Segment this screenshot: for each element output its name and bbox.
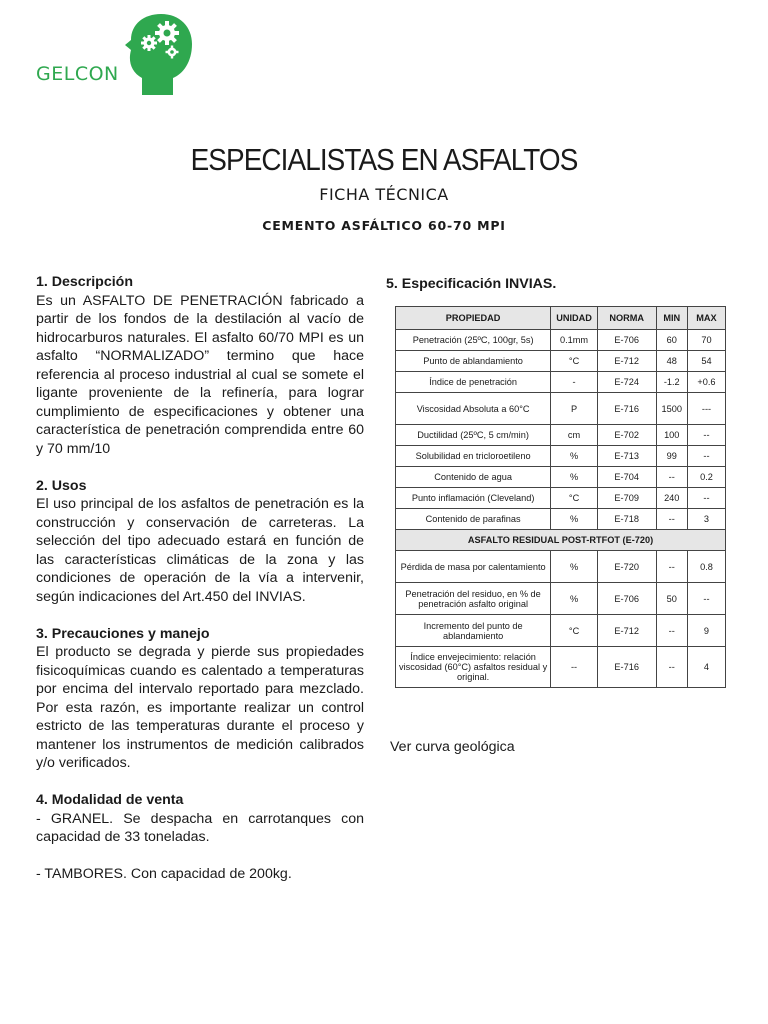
cell-prop: Punto inflamación (Cleveland) (396, 488, 551, 509)
cell-max: -- (687, 425, 725, 446)
table-row (396, 647, 726, 688)
cell-prop: Contenido de parafinas (396, 509, 551, 530)
spec-title: 5. Especificación INVIAS. (386, 276, 557, 292)
section-title-usos: 2. Usos (36, 477, 87, 494)
section-body-tambores: - TAMBORES. Con capacidad de 200kg. (36, 866, 292, 882)
table-row (396, 372, 726, 393)
cell-prop: Pérdida de masa por calentamiento (396, 551, 551, 583)
header-min: MIN (656, 307, 687, 330)
table-row (396, 330, 726, 351)
cell-norma: E-713 (597, 446, 656, 467)
table-row (396, 488, 726, 509)
cell-prop: Índice envejecimiento: relación viscosidad (60°C) asfaltos residual y original. (396, 647, 551, 688)
cell-norma: E-709 (597, 488, 656, 509)
cell-prop: Solubilidad en tricloroetileno (396, 446, 551, 467)
cell-max: 0.2 (687, 467, 725, 488)
cell-unit: °C (551, 488, 598, 509)
section-body-descripcion: Es un ASFALTO DE PENETRACIÓN fabricado a partir de los fondos de la destilación al vacío de hidrocarburos naturales. El asfalto 60/70 MPI es un asfalto “NORMALIZADO” termino que hace referencia al proceso industrial al cual se somete el ligante proveniente de la refinería, para lograr cumplimiento de especificaciones y obtener una característica de penetración comprendida entre 60 y 70 mm/10 (36, 292, 364, 457)
table-row (396, 467, 726, 488)
header-unidad: UNIDAD (551, 307, 598, 330)
cell-min: 60 (656, 330, 687, 351)
cell-unit: °C (551, 351, 598, 372)
cell-prop: Penetración del residuo, en % de penetración asfalto original (396, 583, 551, 615)
cell-max: 9 (687, 615, 725, 647)
cell-norma: E-704 (597, 467, 656, 488)
cell-unit: % (551, 583, 598, 615)
cell-norma: E-706 (597, 330, 656, 351)
cell-max: -- (687, 488, 725, 509)
cell-max: 70 (687, 330, 725, 351)
cell-min: 48 (656, 351, 687, 372)
cell-max: -- (687, 583, 725, 615)
table-row (396, 425, 726, 446)
cell-min: 1500 (656, 393, 687, 425)
cell-prop: Punto de ablandamiento (396, 351, 551, 372)
cell-norma: E-712 (597, 351, 656, 372)
table-row (396, 509, 726, 530)
cell-min: -- (656, 467, 687, 488)
cell-max: --- (687, 393, 725, 425)
cell-norma: E-716 (597, 647, 656, 688)
cell-prop: Índice de penetración (396, 372, 551, 393)
cell-unit: % (551, 446, 598, 467)
section-body-precauciones: El producto se degrada y pierde sus propiedades fisicoquímicas cuando es calentado a temperaturas por encima del intervalo reportado para mezclado. Por esta razón, es importante realizar un control estricto de las temperaturas durante el proceso y mantener los instrumentos de medición calibrados y/o verificados. (36, 644, 364, 771)
header-norma: NORMA (597, 307, 656, 330)
cell-min: -- (656, 615, 687, 647)
table-row (396, 551, 726, 583)
residual-section-row (396, 530, 726, 551)
section-title-precauciones: 3. Precauciones y manejo (36, 625, 210, 642)
section-title-venta: 4. Modalidad de venta (36, 792, 184, 808)
document-title: ESPECIALISTAS EN ASFALTOS (190, 142, 578, 177)
section-title-descripcion: 1. Descripción (36, 274, 133, 290)
header-propiedad: PROPIEDAD (396, 307, 551, 330)
cell-unit: - (551, 372, 598, 393)
cell-unit: % (551, 509, 598, 530)
cell-norma: E-706 (597, 583, 656, 615)
cell-norma: E-718 (597, 509, 656, 530)
cell-prop: Incremento del punto de ablandamiento (396, 615, 551, 647)
section-body-usos: El uso principal de los asfaltos de penetración es la construcción y conservación de carreteras. La selección del tipo adecuado estará en función de las características climáticas de la zona y las condiciones de operación de la vía a intervenir, según indicaciones del Art.450 del INVIAS. (36, 496, 364, 605)
cell-unit: % (551, 551, 598, 583)
gelcon-logo (34, 12, 194, 96)
cell-prop: Penetración (25ºC, 100gr, 5s) (396, 330, 551, 351)
document-subtitle: FICHA TÉCNICA (319, 185, 449, 204)
cell-min: 99 (656, 446, 687, 467)
product-name: CEMENTO ASFÁLTICO 60-70 MPI (262, 218, 506, 233)
cell-min: -- (656, 647, 687, 688)
cell-unit: 0.1mm (551, 330, 598, 351)
cell-max: +0.6 (687, 372, 725, 393)
residual-section-title: ASFALTO RESIDUAL POST-RTFOT (E-720) (396, 530, 726, 551)
section-body-granel: - GRANEL. Se despacha en carrotanques con capacidad de 33 toneladas. (36, 810, 364, 845)
table-row (396, 446, 726, 467)
table-row (396, 615, 726, 647)
cell-prop: Viscosidad Absoluta a 60°C (396, 393, 551, 425)
left-column (36, 273, 364, 884)
table-row (396, 583, 726, 615)
cell-min: -1.2 (656, 372, 687, 393)
cell-prop: Contenido de agua (396, 467, 551, 488)
cell-norma: E-720 (597, 551, 656, 583)
header-max: MAX (687, 307, 725, 330)
cell-unit: -- (551, 647, 598, 688)
cell-max: 0.8 (687, 551, 725, 583)
cell-norma: E-712 (597, 615, 656, 647)
cell-norma: E-724 (597, 372, 656, 393)
cell-max: -- (687, 446, 725, 467)
cell-unit: °C (551, 615, 598, 647)
cell-min: -- (656, 551, 687, 583)
head-with-gears-icon (122, 12, 194, 96)
cell-prop: Ductilidad (25ºC, 5 cm/min) (396, 425, 551, 446)
spec-header-row (396, 307, 726, 330)
spec-table (395, 306, 726, 688)
cell-unit: % (551, 467, 598, 488)
cell-min: 100 (656, 425, 687, 446)
table-row (396, 351, 726, 372)
logo-wordmark: GELCON (36, 63, 119, 85)
spec-body (396, 330, 726, 530)
cell-norma: E-702 (597, 425, 656, 446)
cell-unit: cm (551, 425, 598, 446)
residual-body (396, 551, 726, 688)
cell-unit: P (551, 393, 598, 425)
cell-min: -- (656, 509, 687, 530)
cell-norma: E-716 (597, 393, 656, 425)
table-row (396, 393, 726, 425)
cell-max: 4 (687, 647, 725, 688)
ver-curva-link[interactable]: Ver curva geológica (390, 739, 515, 755)
cell-max: 3 (687, 509, 725, 530)
cell-max: 54 (687, 351, 725, 372)
cell-min: 50 (656, 583, 687, 615)
cell-min: 240 (656, 488, 687, 509)
